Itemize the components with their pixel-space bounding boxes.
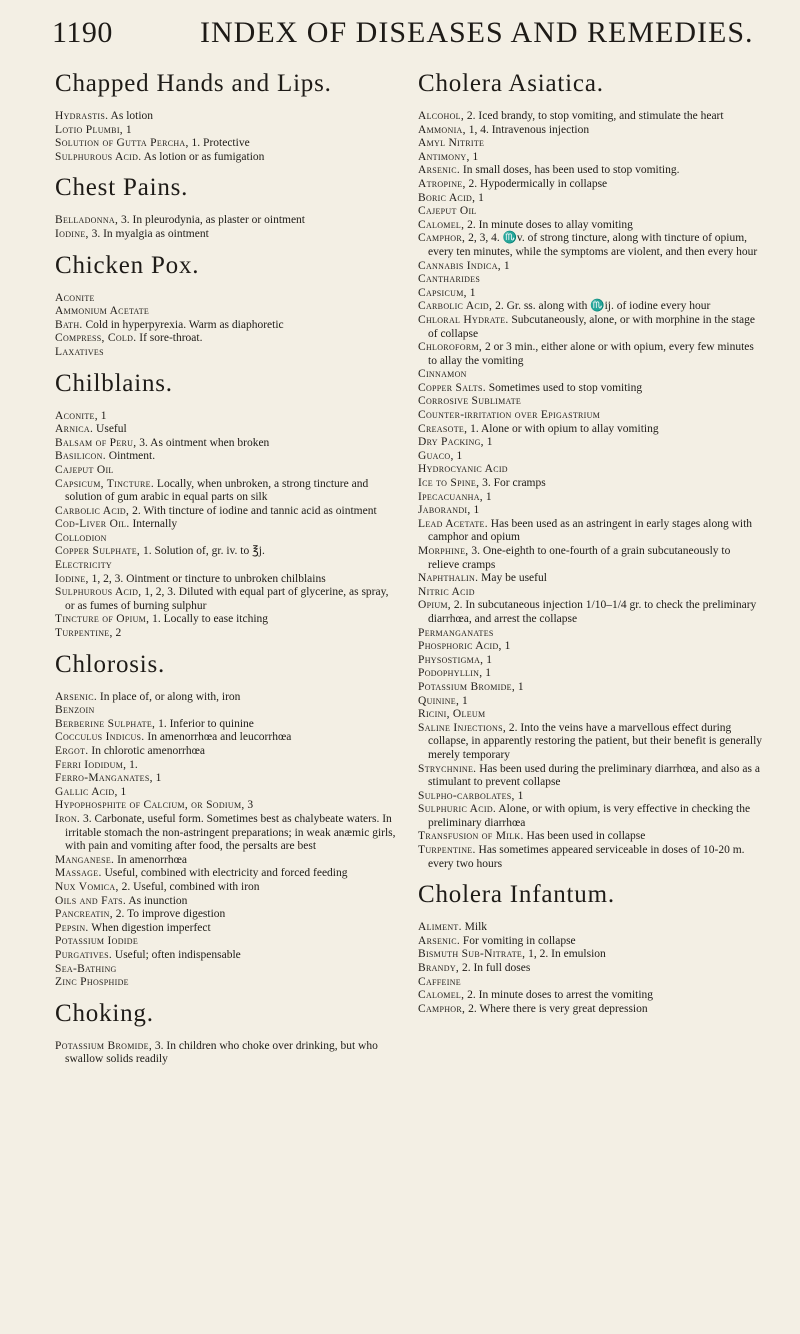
index-entry	[418, 205, 763, 219]
index-entry	[418, 803, 763, 830]
index-entry	[418, 314, 763, 341]
remedy-description: 1	[122, 123, 132, 136]
remedy-name: Ipecacuanha,	[418, 490, 483, 503]
remedy-name: Phosphoric Acid,	[418, 640, 502, 653]
remedy-name: Nux Vomica,	[55, 880, 119, 893]
remedy-description: 1	[482, 490, 492, 503]
index-entry	[418, 260, 763, 274]
entry-list	[55, 691, 400, 990]
index-entry	[418, 790, 763, 804]
remedy-description: 1	[514, 789, 524, 802]
remedy-description: 3. For cramps	[479, 477, 546, 490]
remedy-name: Turpentine,	[55, 627, 113, 640]
index-entry	[418, 273, 763, 287]
index-entry	[55, 305, 400, 319]
remedy-description: In chlorotic amenorrhœa	[88, 745, 206, 757]
index-entry	[418, 763, 763, 790]
remedy-name: Belladonna,	[55, 214, 119, 227]
remedy-description: As inunction	[126, 894, 188, 907]
remedy-description: 1, 2. In emulsion	[525, 948, 606, 961]
remedy-name: Capsicum, Tincture.	[55, 477, 155, 490]
remedy-description: 3. One-eighth to one-fourth of a grain subcutaneously to relieve cramps	[428, 545, 731, 571]
remedy-description: 1. Locally to ease itching	[149, 613, 269, 626]
index-entry	[55, 292, 400, 306]
remedy-name: Arsenic.	[418, 164, 461, 177]
remedy-description: Milk	[461, 921, 488, 934]
remedy-name: Creasote,	[418, 422, 468, 435]
remedy-description: 3. As ointment when broken	[136, 436, 270, 449]
index-entry	[418, 681, 763, 695]
index-entry	[418, 654, 763, 668]
index-entry	[55, 532, 400, 546]
entry-list	[55, 110, 400, 164]
index-entry	[55, 759, 400, 773]
index-entry	[418, 989, 763, 1003]
remedy-description: 2	[112, 627, 122, 640]
index-entry	[418, 708, 763, 722]
index-entry	[418, 504, 763, 518]
index-entry	[55, 691, 400, 705]
index-entry	[55, 976, 400, 990]
remedy-description: 1, 2, 3. Diluted with equal part of glycerine, as spray, or as fumes of burning sulphur	[65, 586, 389, 612]
remedy-name: Benzoin	[55, 704, 95, 717]
remedy-description: As lotion	[108, 110, 154, 122]
remedy-name: Sea-Bathing	[55, 962, 117, 975]
entry-list	[418, 110, 763, 871]
remedy-name: Hydrastis.	[55, 110, 109, 122]
remedy-description: 1	[453, 449, 463, 462]
entry-list	[55, 410, 400, 641]
remedy-name: Ricini, Oleum	[418, 708, 486, 721]
remedy-name: Manganese.	[55, 853, 115, 866]
index-entry	[55, 786, 400, 800]
right-column	[418, 60, 763, 1026]
remedy-description: 2 or 3 min., either alone or with opium, every few minutes to allay the vomiting	[428, 341, 754, 367]
index-entry	[55, 228, 400, 242]
section-heading-chicken-pox: Chicken Pox.	[55, 251, 200, 279]
remedy-description: 1	[459, 694, 468, 707]
remedy-description: 2, 3, 4. ♏v. of strong tincture, along with tincture of opium, every ten minutes, while the symptoms are violent, and then every hour	[428, 232, 758, 258]
index-entry	[418, 382, 763, 396]
remedy-name: Camphor,	[418, 1002, 466, 1015]
index-entry	[418, 110, 763, 124]
index-entry	[418, 518, 763, 545]
remedy-name: Permanganates	[418, 626, 494, 639]
remedy-name: Compress, Cold.	[55, 332, 137, 345]
remedy-name: Electricity	[55, 559, 112, 572]
remedy-name: Nitric Acid	[418, 585, 475, 598]
remedy-name: Boric Acid,	[418, 191, 476, 204]
remedy-name: Guaco,	[418, 449, 454, 462]
index-entry	[418, 1003, 763, 1017]
remedy-name: Lotio Plumbi,	[55, 123, 123, 136]
remedy-name: Pancreatin,	[55, 908, 113, 921]
index-entry	[55, 799, 400, 813]
remedy-description: As lotion or as fumigation	[141, 150, 265, 163]
index-entry	[55, 949, 400, 963]
remedy-description: 2. Gr. ss. along with ♏ij. of iodine every hour	[492, 300, 711, 313]
remedy-name: Chloral Hydrate.	[418, 313, 509, 326]
remedy-name: Ammonia,	[418, 123, 466, 136]
remedy-description: If sore-throat.	[136, 332, 203, 345]
remedy-name: Quinine,	[418, 694, 460, 707]
remedy-description: 2. In subcutaneous injection 1/10–1/4 gr. to check the preliminary diarrhœa, and arrest the collapse	[428, 599, 757, 625]
remedy-name: Naphthalin.	[418, 572, 479, 585]
index-entry	[418, 722, 763, 763]
remedy-name: Carbolic Acid,	[418, 300, 493, 313]
index-entry	[418, 921, 763, 935]
index-entry	[418, 219, 763, 233]
remedy-name: Bath.	[55, 318, 83, 331]
remedy-name: Iodine,	[55, 572, 89, 585]
page-header	[0, 0, 800, 62]
remedy-description: 1	[483, 653, 492, 666]
index-entry	[55, 110, 400, 124]
remedy-description: Ointment.	[105, 450, 156, 463]
remedy-name: Cod-Liver Oil.	[55, 518, 130, 531]
remedy-name: Lead Acetate.	[418, 517, 488, 530]
remedy-name: Massage.	[55, 867, 102, 880]
index-entry	[55, 214, 400, 228]
section-heading-choking: Choking.	[55, 999, 154, 1027]
entry-list	[55, 292, 400, 360]
remedy-name: Arsenic.	[55, 690, 98, 703]
section-heading-chlorosis: Chlorosis.	[55, 650, 166, 678]
remedy-name: Potassium Bromide,	[418, 680, 516, 693]
index-entry	[418, 287, 763, 301]
remedy-description: Useful; often indispensable	[112, 948, 241, 961]
remedy-description: 3. In children who choke over drinking, but who swallow solids readily	[65, 1039, 378, 1066]
remedy-description: 2. Into the veins have a marvellous effect during collapse, in apparently restoring the patient, but their benefit is generally merely temporary	[428, 721, 763, 761]
remedy-name: Sulpho-carbolates,	[418, 789, 515, 802]
remedy-description: 3	[244, 799, 254, 812]
remedy-name: Arsenic.	[418, 934, 461, 947]
page-number: 1190	[52, 16, 113, 49]
index-entry	[418, 491, 763, 505]
remedy-description: In small doses, has been used to stop vomiting.	[460, 164, 680, 177]
remedy-name: Strychnine.	[418, 762, 477, 775]
index-entry	[418, 124, 763, 138]
index-entry	[418, 640, 763, 654]
index-entry	[55, 545, 400, 559]
remedy-name: Cantharides	[418, 273, 481, 286]
remedy-name: Sulphurous Acid.	[55, 150, 142, 163]
remedy-name: Caffeine	[418, 975, 461, 988]
index-entry	[55, 627, 400, 641]
remedy-name: Iodine,	[55, 227, 89, 240]
index-entry	[418, 935, 763, 949]
index-entry	[55, 881, 400, 895]
remedy-name: Physostigma,	[418, 653, 484, 666]
remedy-description: 1	[152, 772, 162, 785]
remedy-description: 1	[466, 286, 476, 299]
remedy-name: Carbolic Acid,	[55, 504, 130, 517]
remedy-name: Iron.	[55, 812, 81, 825]
index-entry	[418, 436, 763, 450]
index-entry	[418, 178, 763, 192]
remedy-name: Dry Packing,	[418, 436, 484, 449]
remedy-description: Useful, combined with electricity and forced feeding	[101, 867, 348, 880]
remedy-description: 3. In myalgia as ointment	[88, 227, 209, 240]
remedy-name: Calomel,	[418, 218, 465, 231]
remedy-description: 1. Protective	[188, 137, 250, 150]
index-entry	[55, 124, 400, 138]
remedy-name: Pepsin.	[55, 921, 89, 934]
remedy-name: Copper Sulphate,	[55, 545, 141, 558]
remedy-description: 1	[470, 504, 480, 517]
index-entry	[55, 478, 400, 505]
remedy-description: 2. With tincture of iodine and tannic acid as ointment	[129, 504, 377, 517]
left-column	[55, 60, 400, 1077]
remedy-description: 1, 2, 3. Ointment or tincture to unbroken chilblains	[88, 572, 326, 585]
index-entry	[418, 463, 763, 477]
index-entry	[418, 409, 763, 423]
index-entry	[55, 423, 400, 437]
entry-list	[55, 1040, 400, 1067]
remedy-name: Ergot.	[55, 745, 89, 757]
remedy-description: 1. Alone or with opium to allay vomiting	[467, 422, 659, 435]
remedy-name: Alcohol,	[418, 110, 465, 122]
remedy-description: In amenorrhœa	[114, 853, 188, 866]
entry-list	[418, 921, 763, 1016]
remedy-description: Locally, when unbroken, a strong tincture and solution of gum arabic in equal parts on silk	[65, 477, 369, 504]
remedy-name: Morphine,	[418, 545, 469, 557]
remedy-description: When digestion imperfect	[88, 921, 211, 934]
remedy-description: Has been used during the preliminary diarrhœa, and also as a stimulant to prevent collapse	[428, 762, 760, 789]
remedy-name: Capsicum,	[418, 286, 467, 299]
remedy-name: Turpentine.	[418, 844, 476, 857]
remedy-name: Purgatives.	[55, 948, 113, 961]
remedy-name: Jaborandi,	[418, 504, 471, 517]
index-entry	[418, 300, 763, 314]
index-entry	[55, 854, 400, 868]
index-entry	[55, 867, 400, 881]
index-entry	[418, 572, 763, 586]
index-entry	[418, 164, 763, 178]
index-entry	[55, 718, 400, 732]
remedy-name: Corrosive Sublimate	[418, 395, 522, 408]
index-entry	[418, 395, 763, 409]
remedy-description: May be useful	[478, 572, 547, 585]
remedy-name: Ice to Spine,	[418, 477, 480, 490]
index-entry	[55, 908, 400, 922]
index-entry	[418, 423, 763, 437]
remedy-name: Gallic Acid,	[55, 785, 118, 798]
remedy-name: Amyl Nitrite	[418, 137, 485, 150]
index-entry	[55, 151, 400, 165]
remedy-description: Sometimes used to stop vomiting	[485, 381, 643, 394]
index-entry	[55, 935, 400, 949]
remedy-description: 2. Where there is very great depression	[465, 1002, 648, 1015]
index-entry	[55, 505, 400, 519]
remedy-name: Camphor,	[418, 232, 466, 245]
remedy-name: Sulphuric Acid.	[418, 803, 497, 816]
remedy-name: Copper Salts.	[418, 381, 486, 394]
index-entry	[418, 830, 763, 844]
running-title: INDEX OF DISEASES AND REMEDIES.	[200, 16, 754, 49]
remedy-name: Basilicon.	[55, 450, 106, 463]
remedy-description: In place of, or along with, iron	[97, 690, 241, 703]
index-entry	[55, 813, 400, 854]
remedy-description: 1	[482, 667, 492, 680]
index-entry	[55, 410, 400, 424]
remedy-name: Bismuth Sub-Nitrate,	[418, 948, 526, 961]
remedy-name: Cocculus Indicus.	[55, 731, 145, 744]
remedy-description: Has been used in collapse	[523, 830, 646, 843]
remedy-description: Alone, or with opium, is very effective in checking the preliminary diarrhœa	[428, 803, 751, 829]
index-entry	[418, 232, 763, 259]
remedy-name: Saline Injections,	[418, 721, 507, 734]
index-entry	[55, 332, 400, 346]
remedy-description: 1	[501, 640, 511, 653]
index-entry	[418, 137, 763, 151]
remedy-name: Brandy,	[418, 962, 460, 975]
index-entry	[418, 627, 763, 641]
index-entry	[55, 586, 400, 613]
remedy-description: Has sometimes appeared serviceable in doses of 10-20 m. every two hours	[428, 844, 745, 870]
remedy-name: Potassium Bromide,	[55, 1039, 153, 1052]
remedy-description: Cold in hyperpyrexia. Warm as diaphoretic	[82, 318, 284, 331]
remedy-description: 2. Iced brandy, to stop vomiting, and stimulate the heart	[464, 110, 724, 122]
index-entry	[418, 545, 763, 572]
remedy-name: Tincture of Opium,	[55, 613, 150, 626]
index-entry	[55, 745, 400, 759]
remedy-name: Berberine Sulphate,	[55, 717, 156, 730]
index-entry	[418, 667, 763, 681]
remedy-name: Transfusion of Milk.	[418, 830, 524, 843]
remedy-name: Balsam of Peru,	[55, 436, 137, 449]
index-entry	[418, 341, 763, 368]
remedy-name: Ferri Iodidum,	[55, 758, 127, 771]
remedy-description: 1	[483, 436, 493, 449]
remedy-description: 1. Inferior to quinine	[155, 717, 254, 730]
remedy-description: 2. In minute doses to allay vomiting	[464, 218, 633, 231]
index-entry	[55, 613, 400, 627]
remedy-name: Calomel,	[418, 989, 465, 1002]
index-entry	[418, 151, 763, 165]
section-heading-chilblains: Chilblains.	[55, 369, 173, 397]
remedy-description: 1. Solution of, gr. iv. to ℥j.	[140, 545, 265, 558]
remedy-name: Opium,	[418, 599, 451, 612]
index-entry	[418, 599, 763, 626]
remedy-name: Solution of Gutta Percha,	[55, 137, 189, 150]
index-entry	[55, 437, 400, 451]
remedy-name: Hypophosphite of Calcium, or Sodium,	[55, 799, 245, 812]
index-entry	[55, 518, 400, 532]
index-entry	[55, 464, 400, 478]
index-entry	[55, 895, 400, 909]
remedy-description: 3. Carbonate, useful form. Sometimes best as chalybeate waters. In irritable stomach the non-astringent preparations; in weak anæmic girls, with pain and vomiting after food, the persalts are best	[65, 812, 396, 853]
remedy-name: Potassium Iodide	[55, 935, 139, 948]
remedy-name: Aliment.	[418, 921, 462, 934]
remedy-name: Cinnamon	[418, 368, 467, 381]
remedy-name: Sulphurous Acid,	[55, 586, 142, 599]
remedy-description: Useful	[93, 423, 127, 436]
remedy-name: Atropine,	[418, 177, 466, 190]
remedy-description: Subcutaneously, alone, or with morphine in the stage of collapse	[428, 313, 755, 340]
remedy-description: 2. To improve digestion	[112, 908, 226, 921]
index-entry	[418, 948, 763, 962]
entry-list	[55, 214, 400, 241]
remedy-description: In amenorrhœa and leucorrhœa	[144, 731, 292, 744]
remedy-name: Hydrocyanic Acid	[418, 463, 508, 476]
remedy-name: Podophyllin,	[418, 667, 483, 680]
remedy-description: 2. In full doses	[459, 962, 531, 975]
index-entry	[55, 731, 400, 745]
remedy-description: 1.	[126, 758, 138, 771]
index-entry	[55, 346, 400, 360]
remedy-name: Aconite	[55, 291, 95, 304]
index-entry	[55, 137, 400, 151]
index-entry	[418, 962, 763, 976]
remedy-name: Aconite,	[55, 409, 98, 422]
remedy-description: 1	[500, 259, 510, 272]
remedy-description: Has been used as an astringent in early stages along with camphor and opium	[428, 517, 753, 544]
index-entry	[55, 922, 400, 936]
remedy-name: Antimony,	[418, 150, 470, 163]
index-entry	[55, 772, 400, 786]
remedy-description: 2. Useful, combined with iron	[118, 880, 260, 893]
remedy-name: Laxatives	[55, 345, 104, 358]
section-heading-cholera-asiatica: Cholera Asiatica.	[418, 70, 604, 97]
index-entry	[418, 844, 763, 871]
index-entry	[55, 319, 400, 333]
remedy-name: Zinc Phosphide	[55, 976, 129, 989]
index-entry	[418, 192, 763, 206]
remedy-description: Internally	[129, 518, 178, 531]
index-entry	[418, 450, 763, 464]
remedy-description: 1	[515, 680, 524, 693]
remedy-description: 1	[117, 785, 127, 798]
index-entry	[55, 450, 400, 464]
index-entry	[55, 573, 400, 587]
remedy-description: 1, 4. Intravenous injection	[465, 123, 590, 136]
index-entry	[418, 368, 763, 382]
index-entry	[418, 477, 763, 491]
section-heading-cholera-infantum: Cholera Infantum.	[418, 881, 615, 909]
remedy-name: Chloroform,	[418, 341, 483, 354]
remedy-name: Oils and Fats.	[55, 894, 127, 907]
remedy-name: Arnica.	[55, 423, 94, 436]
remedy-name: Cajeput Oil	[55, 463, 114, 476]
remedy-name: Collodion	[55, 531, 107, 544]
index-entry	[418, 695, 763, 709]
index-entry	[418, 586, 763, 600]
remedy-name: Ammonium Acetate	[55, 305, 150, 318]
remedy-name: Cannabis Indica,	[418, 259, 501, 272]
remedy-description: 1	[469, 150, 479, 163]
remedy-description: 2. In minute doses to arrest the vomiting	[464, 989, 654, 1002]
remedy-name: Counter-irritation over Epigastrium	[418, 409, 601, 422]
index-entry	[418, 976, 763, 990]
index-entry	[55, 704, 400, 718]
remedy-description: 3. In pleurodynia, as plaster or ointment	[118, 214, 306, 227]
remedy-description: 2. Hypodermically in collapse	[465, 177, 608, 190]
remedy-description: 1	[97, 409, 107, 422]
remedy-description: For vomiting in collapse	[460, 934, 576, 947]
remedy-description: 1	[475, 191, 484, 204]
remedy-name: Ferro-Manganates,	[55, 772, 153, 785]
section-heading-chapped-hands-and-lips: Chapped Hands and Lips.	[55, 70, 332, 97]
remedy-name: Cajeput Oil	[418, 205, 477, 218]
section-heading-chest-pains: Chest Pains.	[55, 174, 189, 202]
index-entry	[55, 559, 400, 573]
index-entry	[55, 963, 400, 977]
index-entry	[55, 1040, 400, 1067]
